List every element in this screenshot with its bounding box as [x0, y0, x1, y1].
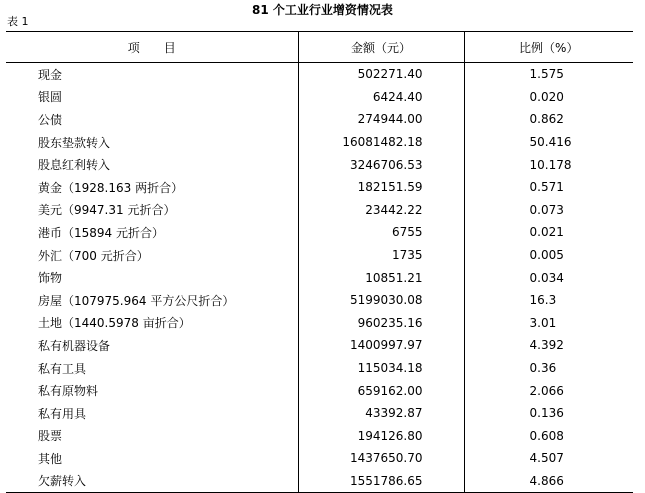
table-row — [6, 131, 633, 154]
item-cell: 黄金（1928.163 两折合） — [38, 180, 184, 195]
item-cell: 股息红利转入 — [38, 158, 111, 173]
amount-cell: 10851.21 — [298, 266, 464, 289]
amount-cell: 43392.87 — [298, 402, 464, 425]
amount-cell: 6755 — [298, 221, 464, 244]
table-label: 表 1 — [7, 15, 29, 28]
item-cell: 现金 — [38, 67, 63, 82]
table-body — [6, 63, 633, 493]
amount-cell: 659162.00 — [298, 379, 464, 402]
header-row — [6, 32, 633, 63]
ratio-cell: 0.36 — [464, 357, 633, 380]
ratio-cell: 10.178 — [464, 153, 633, 176]
amount-cell: 6424.40 — [298, 86, 464, 109]
header-item: 项 目 — [6, 32, 298, 63]
amount-cell: 16081482.18 — [298, 131, 464, 154]
ratio-cell: 0.073 — [464, 199, 633, 222]
ratio-cell: 0.021 — [464, 221, 633, 244]
table-row — [6, 402, 633, 425]
amount-cell: 5199030.08 — [298, 289, 464, 312]
table-row — [6, 244, 633, 267]
header-amount: 金额（元） — [298, 32, 464, 63]
amount-cell: 1735 — [298, 244, 464, 267]
table-row — [6, 63, 633, 86]
amount-cell: 274944.00 — [298, 108, 464, 131]
ratio-cell: 3.01 — [464, 312, 633, 335]
table-row — [6, 425, 633, 448]
header-ratio: 比例（%） — [464, 32, 633, 63]
table-row — [6, 221, 633, 244]
item-cell: 公债 — [38, 112, 63, 127]
table-row — [6, 86, 633, 109]
table-row — [6, 176, 633, 199]
item-cell: 私有用具 — [38, 406, 87, 421]
table-row — [6, 199, 633, 222]
table-row — [6, 266, 633, 289]
table-row — [6, 447, 633, 470]
item-cell: 欠薪转入 — [38, 474, 87, 489]
item-cell: 其他 — [38, 451, 63, 466]
item-cell: 股票 — [38, 429, 63, 444]
amount-cell: 115034.18 — [298, 357, 464, 380]
amount-cell: 1400997.97 — [298, 334, 464, 357]
ratio-cell: 16.3 — [464, 289, 633, 312]
ratio-cell: 0.034 — [464, 266, 633, 289]
amount-cell: 1551786.65 — [298, 470, 464, 493]
item-cell: 饰物 — [38, 271, 63, 286]
table-row — [6, 108, 633, 131]
table-row — [6, 289, 633, 312]
ratio-cell: 4.866 — [464, 470, 633, 493]
item-cell: 银圆 — [38, 90, 63, 105]
amount-cell: 960235.16 — [298, 312, 464, 335]
item-cell: 私有原物料 — [38, 384, 99, 399]
amount-cell: 182151.59 — [298, 176, 464, 199]
table-title: 81 个工业行业增资情况表 — [252, 3, 393, 17]
table-row — [6, 312, 633, 335]
ratio-cell: 0.571 — [464, 176, 633, 199]
item-cell: 私有工具 — [38, 361, 87, 376]
table-row — [6, 357, 633, 380]
item-cell: 外汇（700 元折合） — [38, 248, 149, 263]
table-row — [6, 379, 633, 402]
table-row — [6, 334, 633, 357]
amount-cell: 3246706.53 — [298, 153, 464, 176]
capital-increase-table — [6, 31, 633, 493]
amount-cell: 1437650.70 — [298, 447, 464, 470]
amount-cell: 194126.80 — [298, 425, 464, 448]
table-row — [6, 470, 633, 493]
item-cell: 股东垫款转入 — [38, 135, 111, 150]
item-cell: 土地（1440.5978 亩折合） — [38, 316, 191, 331]
ratio-cell: 0.020 — [464, 86, 633, 109]
ratio-cell: 1.575 — [464, 63, 633, 86]
amount-cell: 23442.22 — [298, 199, 464, 222]
ratio-cell: 0.862 — [464, 108, 633, 131]
item-cell: 私有机器设备 — [38, 338, 111, 353]
ratio-cell: 4.392 — [464, 334, 633, 357]
ratio-cell: 0.608 — [464, 425, 633, 448]
ratio-cell: 0.005 — [464, 244, 633, 267]
ratio-cell: 50.416 — [464, 131, 633, 154]
ratio-cell: 0.136 — [464, 402, 633, 425]
amount-cell: 502271.40 — [298, 63, 464, 86]
item-cell: 房屋（107975.964 平方公尺折合） — [38, 293, 235, 308]
ratio-cell: 2.066 — [464, 379, 633, 402]
item-cell: 美元（9947.31 元折合） — [38, 203, 176, 218]
table-row — [6, 153, 633, 176]
item-cell: 港币（15894 元折合） — [38, 225, 164, 240]
ratio-cell: 4.507 — [464, 447, 633, 470]
